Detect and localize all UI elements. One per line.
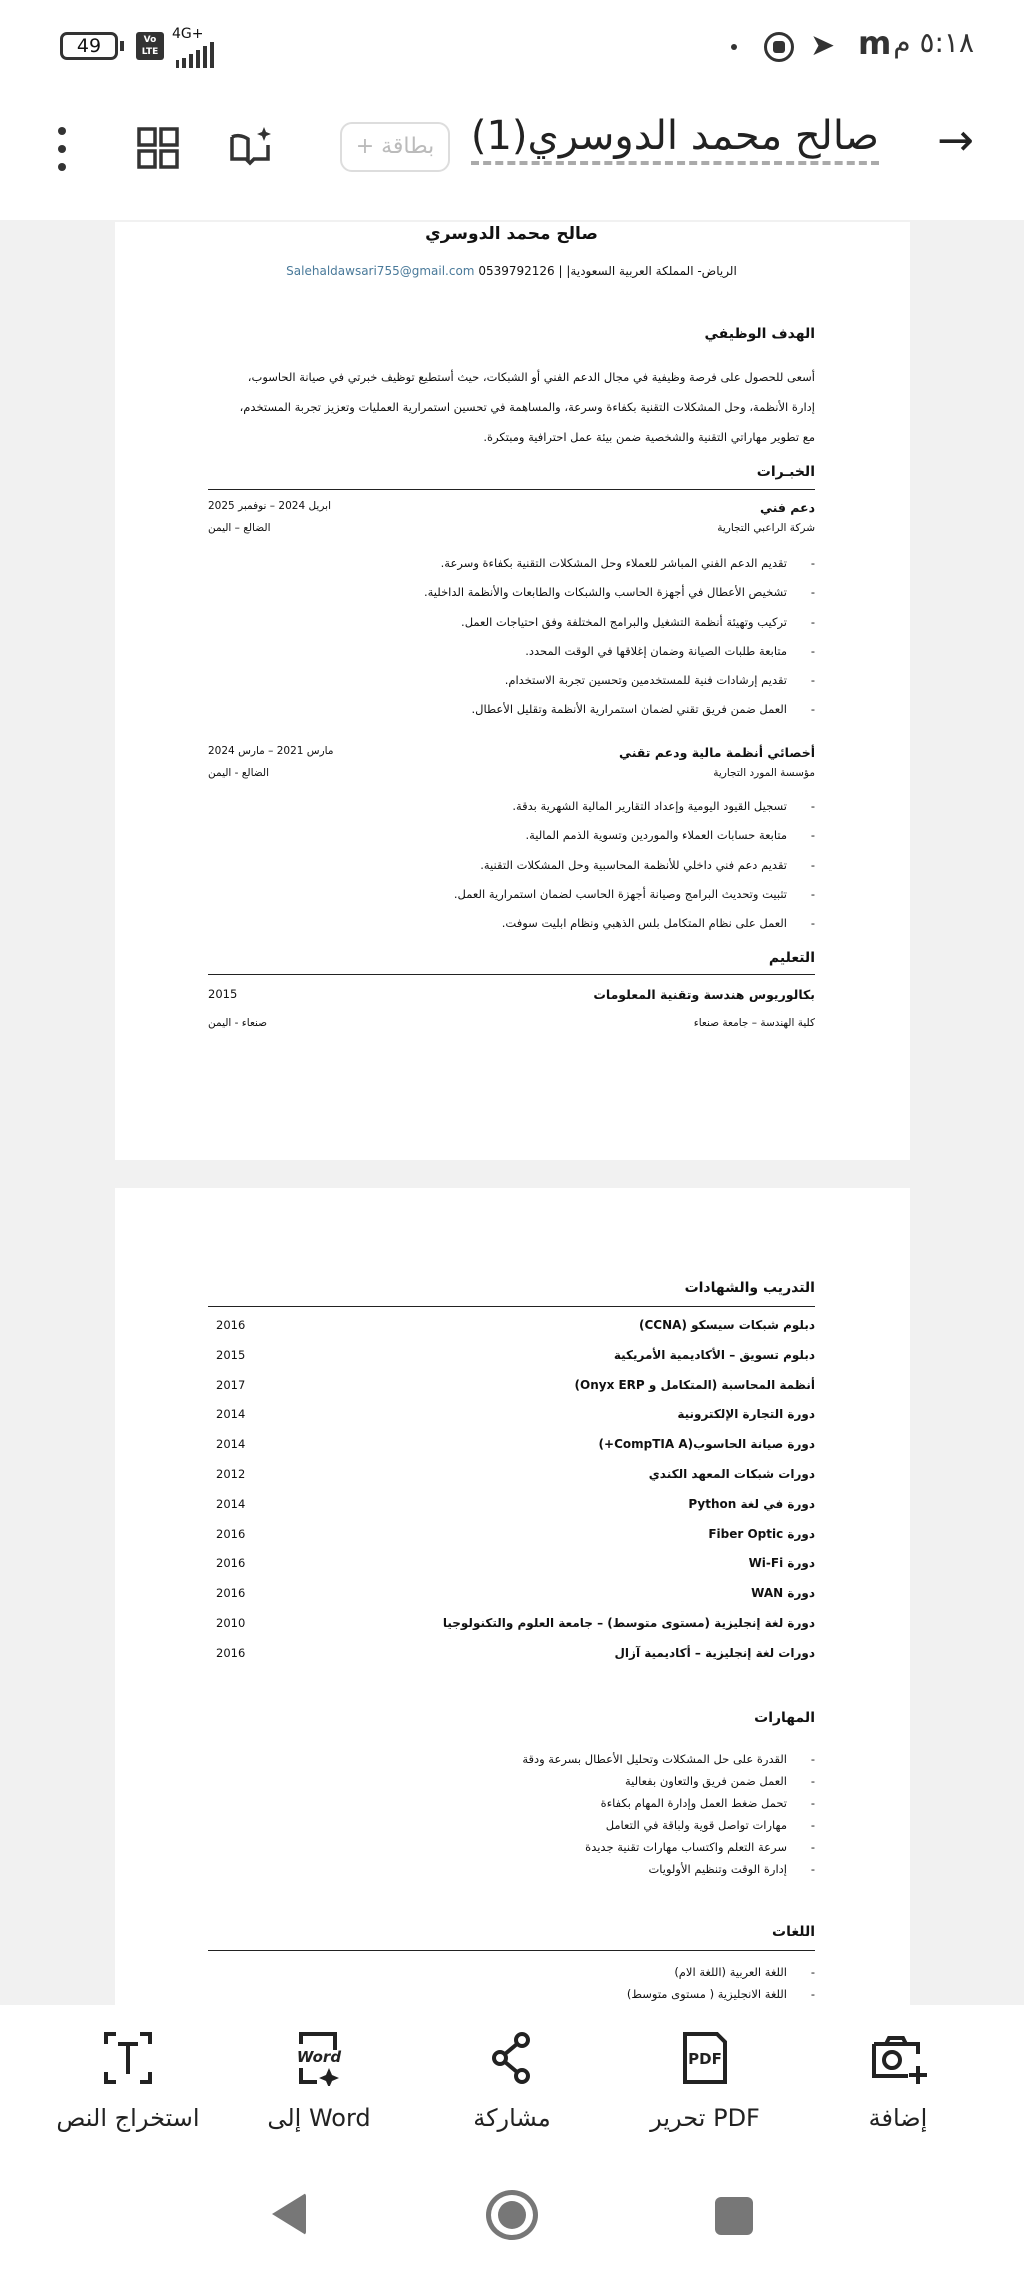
list-item: - القدرة على حل المشكلات وتحليل الأعطال بسرعة ودقة [208,1748,815,1770]
bottom-action-bar [0,2005,1024,2275]
education-row [208,987,815,1002]
pdf-icon [675,2030,735,2086]
to-word-button[interactable] [239,2030,399,2132]
notification-dot [731,44,737,50]
education-row [208,1017,815,1029]
training-name: أنظمة المحاسبة (المتكامل و Onyx ERP) [574,1377,815,1392]
degree: بكالوريوس هندسة وتقنية المعلومات [593,987,815,1002]
training-name: دورات لغة إنجليزية – أكاديمية آزال [614,1645,815,1660]
training-name: دبلوم تسويق – الأكاديمية الأمريكية [613,1347,815,1362]
share-icon [482,2030,542,2086]
nav-home-button[interactable] [486,2190,538,2240]
job-header [208,745,815,760]
volte-icon: Vo LTE [136,32,164,60]
training-row [208,1437,815,1451]
education-heading: التعليم [768,950,815,966]
job-location: الضالع – اليمن [208,522,271,534]
add-card-button[interactable]: بطاقة + [340,122,450,172]
list-item: - سرعة التعلم واكتساب مهارات تقنية جديدة [208,1836,815,1858]
training-name: دورة لغة إنجليزية (مستوى متوسط) – جامعة العلوم والتكنولوجيا [442,1616,815,1630]
add-label: إضافة [868,2104,928,2132]
list-item: - العمل على نظام المتكامل بلس الذهبي ونظام ابليت سوفت. [208,909,815,938]
training-name: دورة صيانة الحاسوب(CompTIA A+) [598,1437,815,1452]
svg-text:Word: Word [296,2048,342,2066]
languages-list [208,1961,815,2005]
job-subheader [208,522,815,534]
network-type: 4G+ [172,26,204,42]
contact-phone: 0539792126 | [478,264,563,278]
training-row [208,1527,815,1541]
svg-text:PDF: PDF [688,2050,722,2068]
share-label: مشاركة [473,2104,551,2132]
job-title: أخصائي أنظمة مالية ودعم تقني [619,745,815,760]
training-name: دورة WAN [751,1586,815,1601]
divider [208,1950,815,1951]
experience-heading: الخبـرات [756,464,815,480]
battery-tip [120,41,124,51]
college: كلية الهندسة – جامعة صنعاء [693,1017,815,1029]
training-row [208,1616,815,1630]
job-company: مؤسسة المورد التجارية [713,767,815,779]
list-item: - تحمل ضغط العمل وإدارة المهام بكفاءة [208,1792,815,1814]
list-item: - تركيب وتهيئة أنظمة التشغيل والبرامج المختلفة وفق احتياجات العمل. [208,608,815,637]
divider [208,1306,815,1307]
job-bullets [208,549,815,725]
list-item: - تشخيص الأعطال في أجهزة الحاسب والشبكات والطابعات والأنظمة الداخلية. [208,578,815,607]
skills-list [208,1748,815,1880]
training-name: دورة التجارة الإلكترونية [677,1407,815,1422]
job-location: الضالع - اليمن [208,767,270,779]
training-row [208,1378,815,1392]
job-bullets [208,792,815,938]
training-heading: التدريب والشهادات [684,1280,815,1296]
extract-text-label: استخراج النص [56,2104,200,2132]
training-year: 2016 [216,1645,246,1660]
document-page-2 [115,1188,910,2018]
training-year: 2014 [216,1437,246,1452]
list-item: - تسجيل القيود اليومية وإعداد التقارير المالية الشهرية بدقة. [208,792,815,821]
app-notification-icon [764,32,794,62]
degree-year: 2015 [208,987,238,1001]
list-item: - تقديم دعم فني داخلي للأنظمة المحاسبية وحل المشكلات التقنية. [208,851,815,880]
edit-pdf-button[interactable] [625,2030,785,2132]
training-year: 2015 [216,1347,246,1362]
add-button[interactable] [818,2030,978,2132]
training-row [208,1586,815,1600]
training-row [208,1646,815,1660]
job-title: دعم فني [759,500,815,515]
training-row [208,1497,815,1511]
to-word-label: إلى Word [267,2104,371,2132]
training-name: دورات شبكات المعهد الكندي [648,1467,815,1481]
college-location: صنعاء - اليمن [208,1017,268,1029]
signal-icon [176,42,214,68]
training-name: دورة Fiber Optic [708,1526,815,1541]
list-item: - العمل ضمن فريق والتعاون بفعالية [208,1770,815,1792]
share-button[interactable] [432,2030,592,2132]
training-name: دورة Wi-Fi [748,1556,815,1571]
nav-back-button[interactable] [272,2193,306,2235]
back-arrow-icon[interactable]: → [937,115,974,166]
grid-view-icon[interactable] [137,127,179,169]
edit-pdf-label: تحرير PDF [650,2104,760,2132]
contact-location: الرياض- المملكة العربية السعودية| [566,264,737,278]
objective-text [208,362,815,452]
job-company: شركة الراعبي التجارية [717,522,815,534]
training-row [208,1318,815,1332]
list-item: - إدارة الوقت وتنظيم الأولويات [208,1858,815,1880]
training-year: 2016 [216,1586,246,1601]
m-app-icon: m [858,24,892,62]
training-year: 2017 [216,1377,246,1392]
contact-email[interactable]: Salehaldawsari755@gmail.com [286,264,475,278]
languages-heading: اللغات [772,1924,815,1940]
job-dates: ابريل 2024 – نوفمبر 2025 [208,500,331,512]
training-year: 2014 [216,1496,246,1511]
extract-text-icon [98,2030,158,2086]
list-item: - تقديم الدعم الفني المباشر للعملاء وحل المشكلات التقنية بكفاءة وسرعة. [208,549,815,578]
training-row [208,1348,815,1362]
job-dates: مارس 2021 – مارس 2024 [208,745,334,757]
document-title[interactable]: صالح محمد الدوسري(1) [471,113,879,165]
contact-line [208,264,815,278]
telegram-icon: ➤ [810,28,836,63]
extract-text-button[interactable] [48,2030,208,2132]
training-year: 2016 [216,1556,246,1571]
list-item: - مهارات تواصل قوية ولباقة في التعامل [208,1814,815,1836]
training-year: 2014 [216,1407,246,1422]
divider [208,489,815,490]
list-item: - متابعة حسابات العملاء والموردين وتسوية الذمم المالية. [208,821,815,850]
battery-icon [60,32,118,60]
list-item: - اللغة العربية (اللغة الام) [208,1961,815,1983]
job-subheader [208,767,815,779]
list-item: - العمل ضمن فريق تقني لضمان استمرارية الأنظمة وتقليل الأعطال. [208,695,815,724]
job-header [208,500,815,515]
training-name: دورة في لغة Python [688,1496,815,1511]
list-item: - تقديم إرشادات فنية للمستخدمين وتحسين تجربة الاستخدام. [208,666,815,695]
training-year: 2010 [216,1616,246,1630]
top-toolbar [0,95,1024,220]
book-sparkle-icon[interactable] [228,125,272,169]
document-page-1 [115,222,910,1160]
training-year: 2016 [216,1526,246,1541]
objective-line: مع تطوير مهاراتي التقنية والشخصية ضمن بيئة عمل احترافية ومبتكرة. [483,430,815,444]
word-icon [289,2030,349,2086]
training-row [208,1556,815,1570]
training-row [208,1467,815,1481]
battery-level: 49 [76,35,102,57]
training-year: 2016 [216,1318,246,1332]
training-year: 2012 [216,1467,246,1481]
more-options-icon[interactable] [58,127,66,171]
camera-add-icon [868,2030,928,2086]
objective-line: إدارة الأنظمة، وحل المشكلات التقنية بكفاءة وسرعة، والمساهمة في تحسين استمرارية العمليات وتعزيز تجربة المستخدم، [239,400,815,414]
skills-heading: المهارات [754,1710,815,1726]
status-bar [0,0,1024,95]
list-item: - متابعة طلبات الصيانة وضمان إغلاقها في الوقت المحدد. [208,637,815,666]
objective-heading: الهدف الوظيفي [704,326,815,342]
training-name: دبلوم شبكات سيسكو (CCNA) [639,1318,815,1332]
list-item: - اللغة الانجليزية ( مستوى متوسط) [208,1983,815,2005]
nav-recents-button[interactable] [715,2197,753,2235]
divider [208,974,815,975]
list-item: - تثبيت وتحديث البرامج وصيانة أجهزة الحاسب لضمان استمرارية العمل. [208,880,815,909]
objective-line: أسعى للحصول على فرصة وظيفية في مجال الدعم الفني أو الشبكات، حيث أستطيع توظيف خبرتي في صيانة الحاسوب، [247,370,815,384]
training-row [208,1407,815,1421]
clock: ٥:١٨ م [893,26,974,59]
cv-name: صالح محمد الدوسري [425,224,598,244]
